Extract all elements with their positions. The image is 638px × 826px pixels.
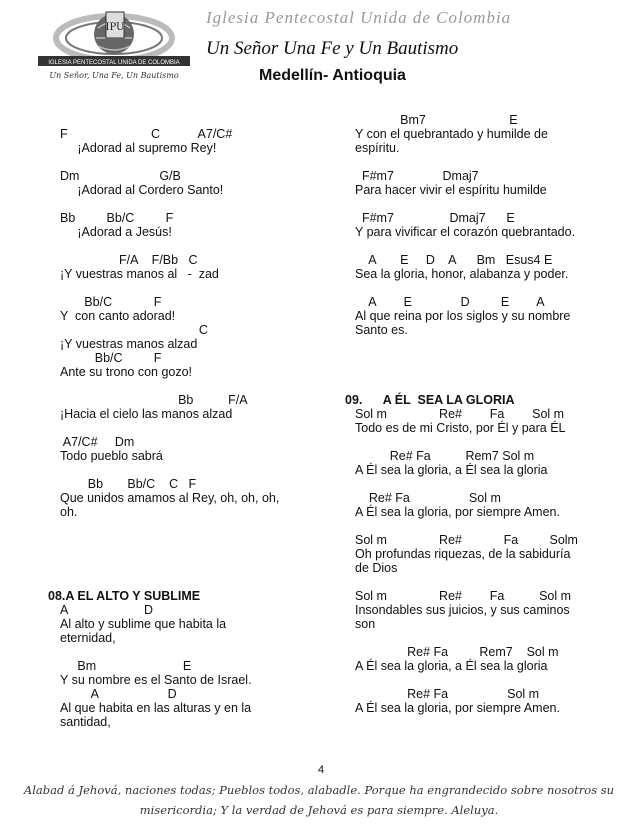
song-line: Re# Fa Sol m [355, 687, 540, 701]
song-line: F#m7 Dmaj7 E [355, 211, 515, 225]
song-line: santidad, [60, 715, 111, 729]
song-title: 08.A EL ALTO Y SUBLIME [48, 589, 201, 603]
song-line: Y con canto adorad! [60, 309, 176, 323]
song-line: ¡Adorad al supremo Rey! [60, 141, 217, 155]
song-line: Al que reina por los siglos y su nombre [355, 309, 571, 323]
song-line: Bb Bb/C C F [60, 477, 197, 491]
song-line: A Él sea la gloria, a Él sea la gloria [355, 463, 548, 477]
song-line: Ante su trono con gozo! [60, 365, 193, 379]
song-line: Sol m Re# Fa Sol m [355, 407, 565, 421]
song-line: ¡Y vuestras manos alzad [60, 337, 198, 351]
song-line: Sea la gloria, honor, alabanza y poder. [355, 267, 569, 281]
song-line: A E D A Bm Esus4 E [355, 253, 553, 267]
song-line: Que unidos amamos al Rey, oh, oh, oh, [60, 491, 280, 505]
song-line: Bb/C F [60, 351, 162, 365]
song-line: son [355, 617, 376, 631]
song-line: Bm7 E [355, 113, 518, 127]
song-line: Y con el quebrantado y humilde de [355, 127, 548, 141]
song-line: A D [60, 603, 154, 617]
song-line: Bb Bb/C F [60, 211, 174, 225]
page-number: 4 [318, 764, 325, 776]
song-line: Bb F/A [60, 393, 248, 407]
song-line: A Él sea la gloria, por siempre Amen. [355, 701, 560, 715]
song-line: espíritu. [355, 141, 400, 155]
song-line: A E D E A [355, 295, 545, 309]
church-logo [28, 8, 200, 82]
song-line: Dm G/B [60, 169, 181, 183]
footer-line-1: Alabad á Jehová, naciones todas; Pueblos todos, alabadle. Porque ha engrandecido sobre nosotros su [23, 783, 615, 797]
page-header [0, 0, 638, 95]
svg-text:IPU: IPU [105, 22, 125, 33]
song-line: ¡Hacia el cielo las manos alzad [60, 407, 233, 421]
song-line: eternidad, [60, 631, 116, 645]
footer-verse [0, 780, 638, 820]
song-line: Todo pueblo sabrá [60, 449, 163, 463]
svg-text:Un Señor, Una Fe, Un Bautismo: Un Señor, Una Fe, Un Bautismo [49, 71, 179, 80]
song-line: Santo es. [355, 323, 408, 337]
song-line: F#m7 Dmaj7 [355, 169, 479, 183]
song-line: C [60, 323, 208, 337]
song-line: ¡Adorad al Cordero Santo! [60, 183, 224, 197]
song-line: Bb/C F [60, 295, 162, 309]
song-line: Re# Fa Rem7 Sol m [355, 645, 559, 659]
song-line: F/A F/Bb C [60, 253, 198, 267]
song-line: Y para vivificar el corazón quebrantado. [355, 225, 576, 239]
song-line: de Dios [355, 561, 398, 575]
song-line: Oh profundas riquezas, de la sabiduría [355, 547, 571, 561]
church-location: Medellín- Antioquia [259, 67, 406, 84]
svg-text:IGLESIA PENTECOSTAL UNIDA DE C: IGLESIA PENTECOSTAL UNIDA DE COLOMBIA [48, 60, 180, 66]
song-line: Y su nombre es el Santo de Israel. [60, 673, 252, 687]
song-line: oh. [60, 505, 78, 519]
song-line: Al que habita en las alturas y en la [60, 701, 252, 715]
song-line: A7/C# Dm [60, 435, 135, 449]
song-line: Al alto y sublime que habita la [60, 617, 227, 631]
song-line: Sol m Re# Fa Solm [355, 533, 578, 547]
song-line: A D [60, 687, 177, 701]
church-name: Iglesia Pentecostal Unida de Colombia [206, 8, 512, 27]
song-line: Todo es de mi Cristo, por Él y para ÉL [355, 421, 566, 435]
song-line: Insondables sus juicios, y sus caminos [355, 603, 570, 617]
song-line: F C A7/C# [60, 127, 233, 141]
song-title: 09. A ÉL SEA LA GLORIA [345, 393, 515, 407]
song-line: Re# Fa Rem7 Sol m [355, 449, 535, 463]
song-line: Re# Fa Sol m [355, 491, 501, 505]
church-motto: Un Señor Una Fe y Un Bautismo [206, 38, 459, 59]
song-line: Bm E [60, 659, 192, 673]
song-line: Para hacer vivir el espíritu humilde [355, 183, 547, 197]
song-line: Sol m Re# Fa Sol m [355, 589, 572, 603]
song-line: ¡Adorad a Jesús! [60, 225, 172, 239]
footer-line-2: misericordia; Y la verdad de Jehová es para siempre. Aleluya. [139, 803, 499, 817]
song-line: A Él sea la gloria, a Él sea la gloria [355, 659, 548, 673]
song-line: ¡Y vuestras manos al - zad [60, 267, 219, 281]
song-line: A Él sea la gloria, por siempre Amen. [355, 505, 560, 519]
